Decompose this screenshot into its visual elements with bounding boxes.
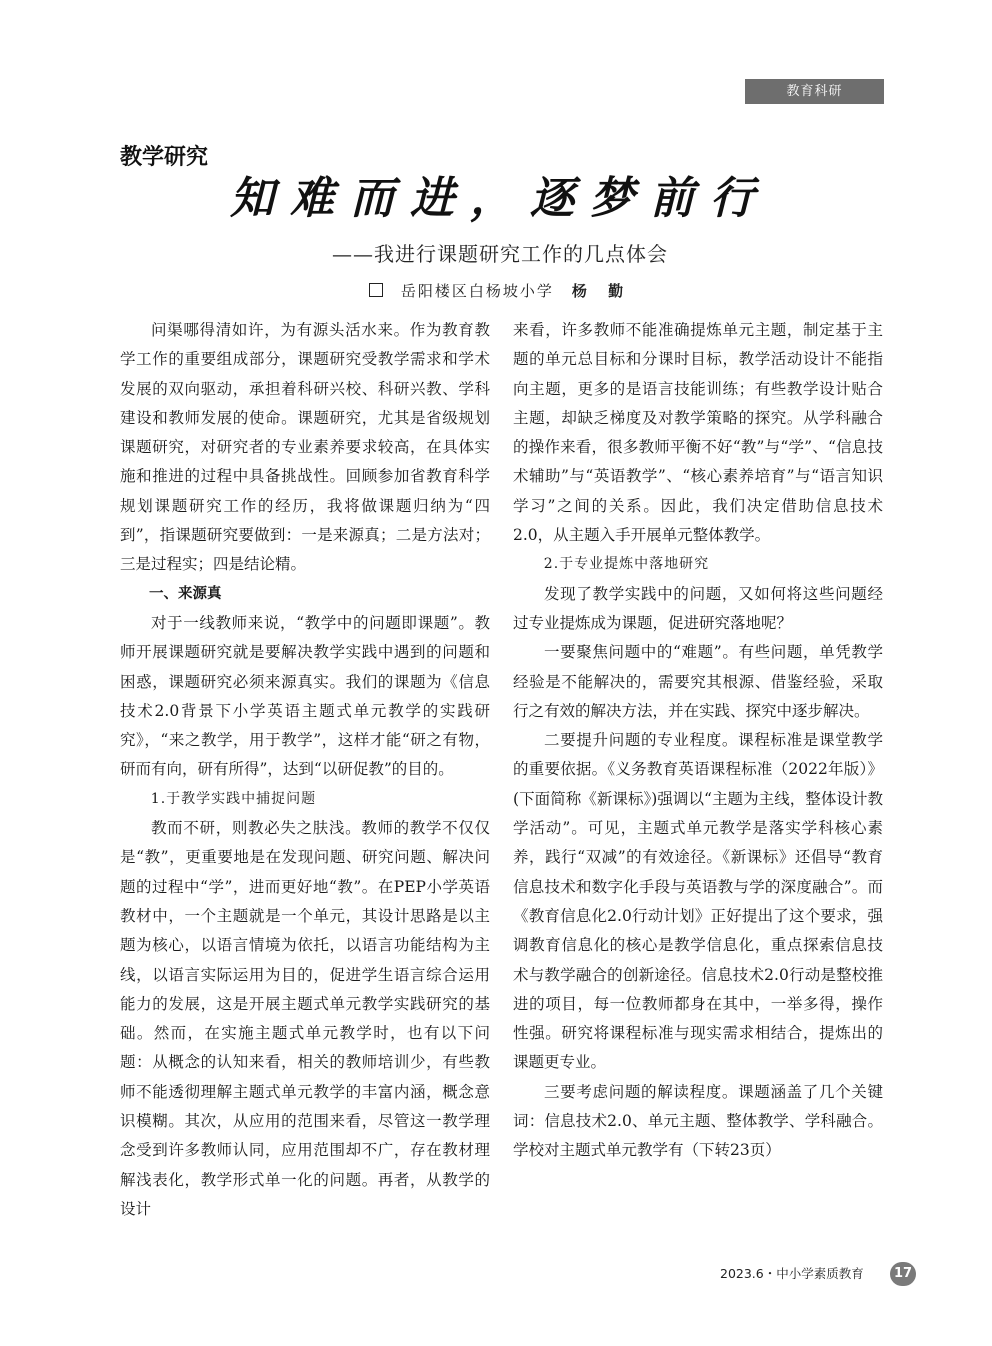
section-tag: 教育科研 bbox=[745, 79, 884, 104]
square-bullet-icon bbox=[369, 283, 383, 297]
column-label: 教学研究 bbox=[120, 145, 209, 170]
author-school: 岳阳楼区白杨坡小学 bbox=[400, 282, 554, 300]
paragraph: 来看，许多教师不能准确提炼单元主题，制定基于主题的单元总目标和分课时目标，教学活动设计不能指向主题，更多的是语言技能训练；有些教学设计贴合主题，却缺乏梯度及对教学策略的探究。从学科融合的操作来看，很多教师平衡不好“教”与“学”、“信息技术辅助”与“英语教学”、“核心素养培育”与“语言知识学习”之间的关系。因此，我们决定借助信息技术2.0，从主题入手开展单元整体教学。 bbox=[513, 321, 883, 545]
author-name: 杨 勤 bbox=[571, 282, 632, 300]
paragraph: 三要考虑问题的解读程度。课题涵盖了几个关键词：信息技术2.0、单元主题、整体教学、学科融合。学校对主题式单元教学有（下转23页） bbox=[513, 1082, 883, 1160]
page-number: 17 bbox=[890, 1262, 916, 1286]
paragraph: 教而不研，则教必失之肤浅。教师的教学不仅仅是“教”，更重要地是在发现问题、研究问题、解决问题的过程中“学”，进而更好地“教”。在PEP小学英语教材中，一个主题就是一个单元，其设计思路是以主题为核心，以语言情境为依托，以语言功能结构为主线，以语言实际运用为目的，促进学生语言综合运用能力的发展，这是开展主题式单元教学实践研究的基础。然而，在实施主题式单元教学时，也有以下问题：从概念的认知来看，相关的教师培训少，有些教师不能透彻理解主题式单元教学的丰富内涵，概念意识模糊。其次，从应用的范围来看，尽管这一教学理念受到许多教师认同，应用范围却不广，存在教材理解浅表化，教学形式单一化的问题。再者，从教学的设计 bbox=[120, 819, 490, 1218]
left-column bbox=[120, 316, 490, 1224]
paragraph: 发现了教学实践中的问题，又如何将这些问题经过专业提炼成为课题，促进研究落地呢？ bbox=[513, 584, 883, 632]
paragraph: 问渠哪得清如许，为有源头活水来。作为教育教学工作的重要组成部分，课题研究受教学需求和学术发展的双向驱动，承担着科研兴校、科研兴教、学科建设和教师发展的使命。课题研究，尤其是省级规划课题研究，对研究者的专业素养要求较高，在具体实施和推进的过程中具备挑战性。回顾参加省教育科学规划课题研究工作的经历，我将做课题归纳为“四到”，指课题研究要做到：一是来源真；二是方法对；三是过程实；四是结论精。 bbox=[120, 321, 490, 574]
subsection-heading: 1.于教学实践中捕捉问题 bbox=[150, 790, 317, 807]
footer-issue: 2023.6・中小学素质教育 bbox=[720, 1266, 864, 1281]
section-heading: 一、来源真 bbox=[149, 585, 222, 602]
article-subtitle: ——我进行课题研究工作的几点体会 bbox=[332, 242, 668, 266]
author-line bbox=[250, 280, 750, 301]
right-column bbox=[513, 316, 883, 1166]
paragraph: 对于一线教师来说，“教学中的问题即课题”。教师开展课题研究就是要解决教学实践中遇到的问题和困惑，课题研究必须来源真实。我们的课题为《信息技术2.0背景下小学英语主题式单元教学的实践研究》，“来之教学，用于教学”，这样才能“研之有物，研而有向，研有所得”，达到“以研促教”的目的。 bbox=[120, 613, 490, 779]
article-title: 知难而进，逐梦前行 bbox=[230, 173, 770, 224]
paragraph: 一要聚焦问题中的“难题”。有些问题，单凭教学经验是不能解决的，需要究其根源、借鉴经验，采取行之有效的解决方法，并在实践、探究中逐步解决。 bbox=[513, 643, 883, 720]
paragraph: 二要提升问题的专业程度。课程标准是课堂教学的重要依据。《义务教育英语课程标准（2022年版）》(下面简称《新课标》)强调以“主题为主线，整体设计教学活动”。可见，主题式单元教学是落实学科核心素养，践行“双减”的有效途径。《新课标》还倡导“教育信息技术和数字化手段与英语教与学的深度融合”。而《教育信息化2.0行动计划》正好提出了这个要求，强调教育信息化的核心是教学信息化，重点探索信息技术与教学融合的创新途径。信息技术2.0行动是整校推进的项目，每一位教师都身在其中，一举多得，操作性强。研究将课程标准与现实需求相结合，提炼出的课题更专业。 bbox=[513, 731, 883, 1072]
subsection-heading: 2.于专业提炼中落地研究 bbox=[543, 556, 710, 573]
